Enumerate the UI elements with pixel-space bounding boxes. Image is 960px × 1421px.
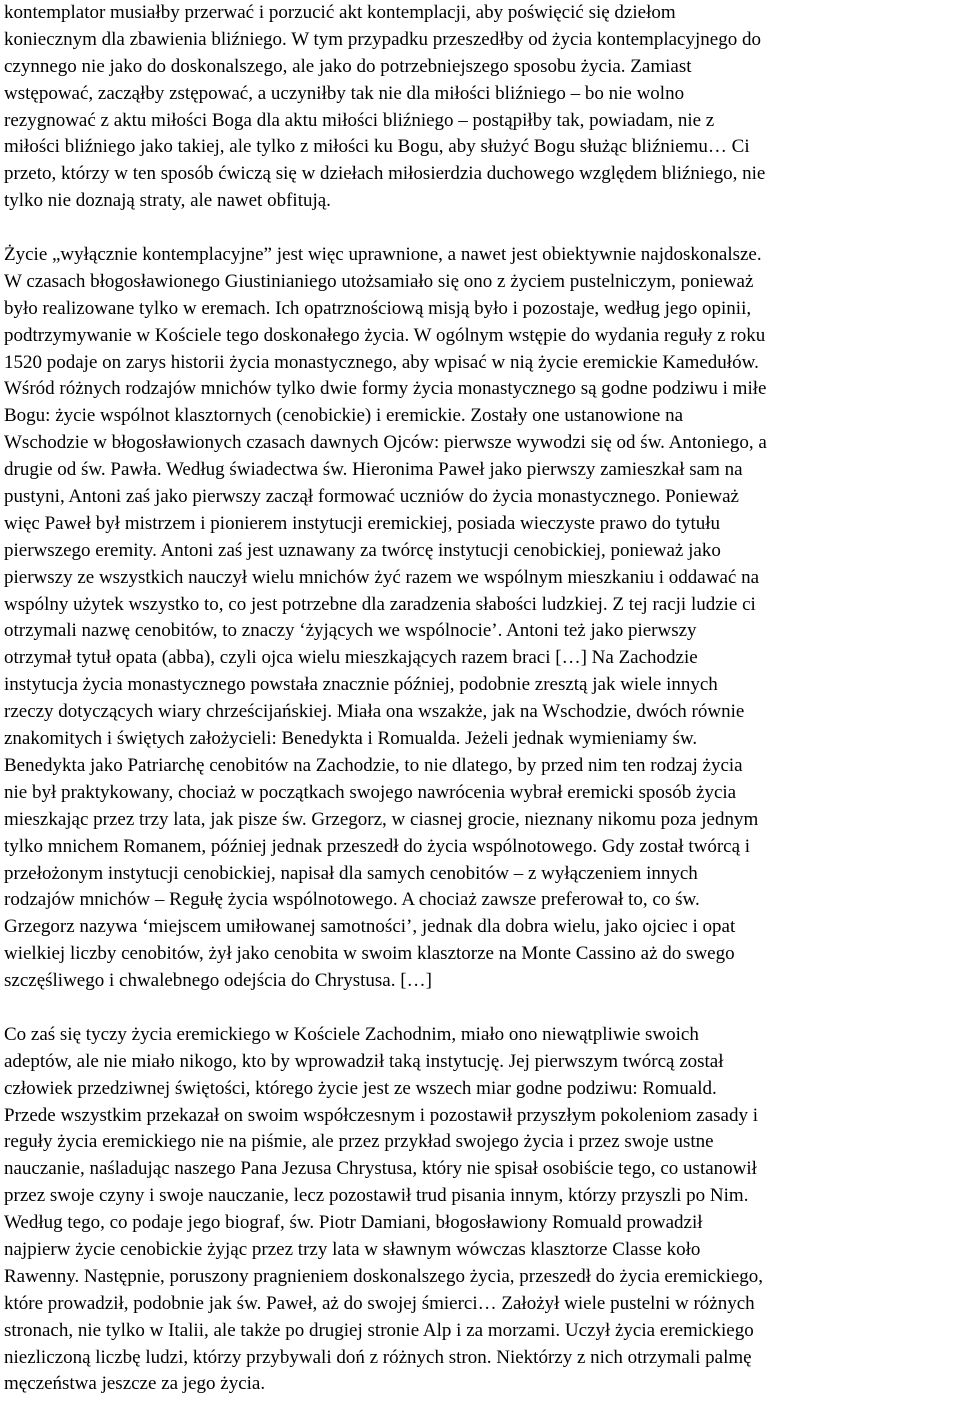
- text-line: Rawenny. Następnie, poruszony pragnieniem doskonalszego życia, przeszedł do życia eremickiego,: [4, 1265, 764, 1287]
- text-line: przełożonym instytucji cenobickiej, napisał dla samych cenobitów – z wyłączeniem innych: [4, 862, 698, 884]
- text-line: instytucja życia monastycznego powstała znacznie później, podobnie zresztą jak wiele innych: [4, 674, 718, 696]
- text-line: Benedykta jako Patriarchę cenobitów na Zachodzie, to nie dlatego, by przed nim ten rodzaj życia: [4, 754, 743, 776]
- text-line: przez swoje czyny i swoje nauczanie, lecz pozostawił trud pisania innym, którzy przyszli po Nim.: [4, 1185, 749, 1207]
- text-line: więc Paweł był mistrzem i pionierem instytucji eremickiej, posiada wieczyste prawo do tytułu: [4, 512, 720, 534]
- text-line: wspólny użytek wszystko to, co jest potrzebne dla zaradzenia słabości ludzkiej. Z tej racji ludzie ci: [4, 593, 756, 615]
- text-line: reguły życia eremickiego nie na piśmie, ale przez przykład swojego życia i przez swoje ustne: [4, 1131, 714, 1153]
- text-line: pustyni, Antoni zaś jako pierwszy zaczął formować uczniów do życia monastycznego. Ponieważ: [4, 486, 739, 508]
- text-line: Wśród różnych rodzajów mnichów tylko dwie formy życia monastycznego są godne podziwu i miłe: [4, 378, 767, 400]
- text-line: rzeczy dotyczących wiary chrześcijańskiej. Miała ona wszakże, jak na Wschodzie, dwóch równie: [4, 701, 745, 723]
- text-line: pierwszego eremity. Antoni zaś jest uznawany za twórcę instytucji cenobickiej, ponieważ jako: [4, 539, 721, 561]
- text-line: otrzymali nazwę cenobitów, to znaczy ‘żyjących we wspólnocie’. Antoni też jako pierwszy: [4, 620, 697, 642]
- text-line: Wschodzie w błogosławionych czasach dawnych Ojców: pierwsze wywodzi się od św. Antoniego, a: [4, 432, 767, 454]
- text-line: otrzymał tytuł opata (abba), czyli ojca wielu mieszkających razem braci […] Na Zachodzie: [4, 647, 698, 669]
- text-line: tylko mnichem Romanem, później jednak przeszedł do życia wspólnotowego. Gdy został twórcą i: [4, 835, 751, 857]
- text-line: Bogu: życie wspólnot klasztornych (cenobickie) i eremickie. Zostały one ustanowione na: [4, 405, 684, 427]
- text-line: Grzegorz nazywa ‘miejscem umiłowanej samotności’, jednak dla dobra wielu, jako ojciec i opat: [4, 916, 736, 938]
- text-line: adeptów, ale nie miało nikogo, kto by wprowadził taką instytucję. Jej pierwszym twórcą został: [4, 1050, 724, 1072]
- text-line: nauczanie, naśladując naszego Pana Jezusa Chrystusa, który nie spisał osobiście tego, co ustanowił: [4, 1158, 757, 1180]
- text-line: mieszkając przez trzy lata, jak pisze św. Grzegorz, w ciasnej grocie, nieznany nikomu poza jednym: [4, 808, 759, 830]
- text-line: człowiek przedziwnej świętości, którego życie jest ze wszech miar godne podziwu: Romuald.: [4, 1077, 717, 1099]
- text-line: które prowadził, podobnie jak św. Paweł, aż do swojej śmierci… Założył wiele pustelni w różnych: [4, 1292, 755, 1314]
- text-line: Co zaś się tyczy życia eremickiego w Kościele Zachodnim, miało ono niewątpliwie swoich: [4, 1023, 699, 1045]
- paragraph-1: [4, 0, 957, 215]
- text-line: szczęśliwego i chwalebnego odejścia do Chrystusa. […]: [4, 970, 432, 992]
- text-line: drugie od św. Pawła. Według świadectwa św. Hieronima Paweł jako pierwszy zamieszkał sam na: [4, 459, 743, 481]
- text-line: stronach, nie tylko w Italii, ale także po drugiej stronie Alp i za morzami. Uczył życia eremickiego: [4, 1319, 754, 1341]
- text-line: kontemplator musiałby przerwać i porzucić akt kontemplacji, aby poświęcić się dziełom: [4, 2, 676, 23]
- text-line: Życie „wyłącznie kontemplacyjne” jest więc uprawnione, a nawet jest obiektywnie najdoskonalsze.: [4, 244, 762, 266]
- text-line: W czasach błogosławionego Giustinianiego utożsamiało się ono z życiem pustelniczym, ponieważ: [4, 270, 754, 292]
- text-line: rodzajów mnichów – Regułę życia wspólnotowego. A chociaż zawsze preferował to, co św.: [4, 889, 700, 911]
- text-line: czynnego nie jako do doskonalszego, ale jako do potrzebniejszego sposobu życia. Zamiast: [4, 55, 692, 77]
- text-line: miłości bliźniego jako takiej, ale tylko z miłości ku Bogu, aby służyć Bogu służąc bliźniemu… Ci: [4, 136, 750, 158]
- text-line: Przede wszystkim przekazał on swoim współczesnym i pozostawił przyszłym pokoleniom zasady i: [4, 1104, 759, 1126]
- text-line: niezliczoną liczbę ludzi, którzy przybywali doń z różnych stron. Niektórzy z nich otrzymali palmę: [4, 1346, 752, 1368]
- text-line: nie był praktykowany, chociaż w początkach swojego nawrócenia wybrał eremicki sposób życia: [4, 781, 737, 803]
- text-line: było realizowane tylko w eremach. Ich opatrznościową misją było i pozostaje, według jego opinii,: [4, 297, 752, 319]
- text-line: tylko nie doznają straty, ale nawet obfitują.: [4, 190, 331, 212]
- text-line: pierwszy ze wszystkich nauczył wielu mnichów żyć razem we wspólnym mieszkaniu i oddawać na: [4, 566, 759, 588]
- paragraph-2: [4, 242, 957, 995]
- text-line: 1520 podaje on zarys historii życia monastycznego, aby wpisać w nią życie eremickie Kamedułów.: [4, 351, 759, 373]
- paragraph-3: [4, 1022, 957, 1398]
- text-line: wstępować, zacząłby zstępować, a uczyniłby tak nie dla miłości bliźniego – bo nie wolno: [4, 82, 685, 104]
- text-line: męczeństwa jeszcze za jego życia.: [4, 1373, 266, 1395]
- text-line: podtrzymywanie w Kościele tego doskonałego życia. W ogólnym wstępie do wydania reguły z roku: [4, 324, 766, 346]
- text-line: przeto, którzy w ten sposób ćwiczą się w dziełach miłosierdzia duchowego względem bliźniego, nie: [4, 163, 766, 185]
- text-line: znakomitych i świętych założycieli: Benedykta i Romualda. Jeżeli jednak wymieniamy św.: [4, 728, 698, 750]
- text-line: Według tego, co podaje jego biograf, św. Piotr Damiani, błogosławiony Romuald prowadził: [4, 1212, 703, 1234]
- text-line: rezygnować z aktu miłości Boga dla aktu miłości bliźniego – postąpiłby tak, powiadam, nie z: [4, 109, 715, 131]
- text-line: najpierw życie cenobickie żyjąc przez trzy lata w sławnym wówczas klasztorze Classe koło: [4, 1238, 701, 1260]
- text-line: wielkiej liczby cenobitów, żył jako cenobita w swoim klasztorze na Monte Cassino aż do swego: [4, 943, 735, 965]
- text-line: koniecznym dla zbawienia bliźniego. W tym przypadku przeszedłby od życia kontemplacyjnego do: [4, 28, 761, 50]
